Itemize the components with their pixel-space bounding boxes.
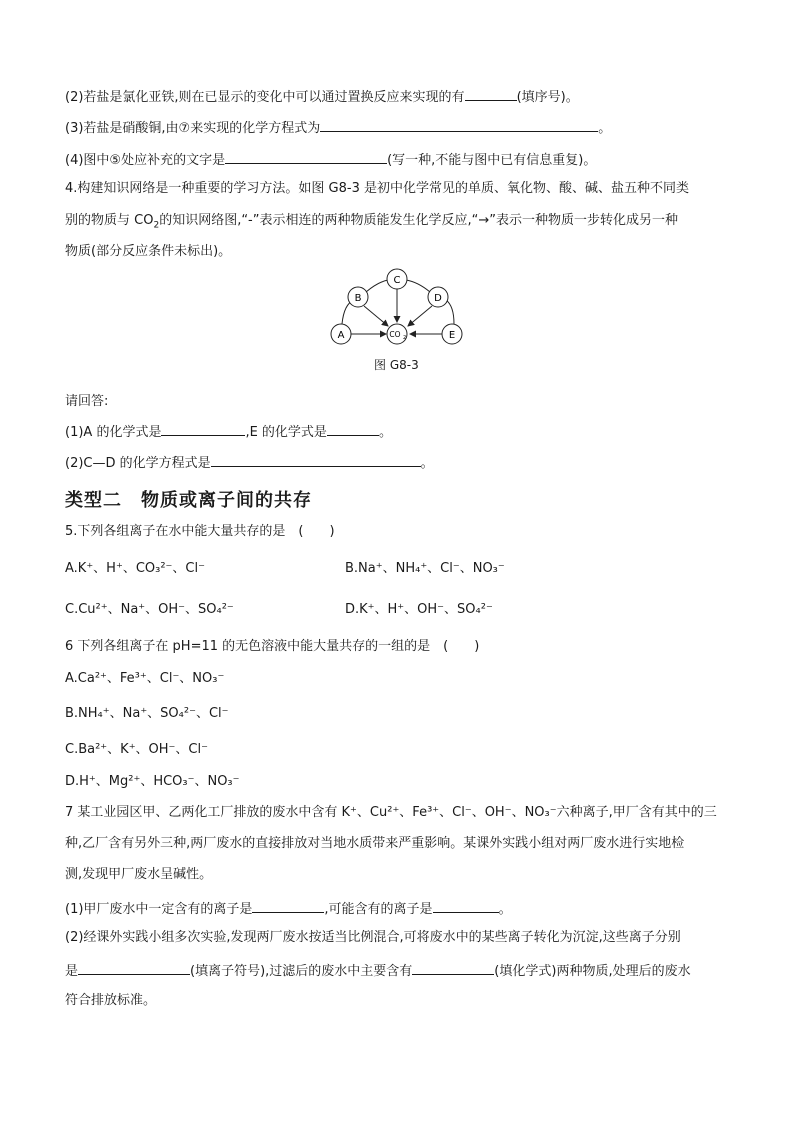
question-text: 。: [498, 902, 512, 917]
knowledge-network-diagram: [320, 268, 480, 352]
problem-4-line3: 物质(部分反应条件未标出)。: [65, 244, 232, 259]
problem-4-q1: [65, 421, 392, 442]
arrow-d-to-co2: [408, 306, 432, 326]
option-b[interactable]: B.Na⁺、NH₄⁺、Cl⁻、NO₃⁻: [345, 561, 505, 576]
question-text: (1)A 的化学式是: [65, 425, 162, 440]
option-d[interactable]: D.K⁺、H⁺、OH⁻、SO₄²⁻: [345, 602, 493, 617]
option-c[interactable]: C.Cu²⁺、Na⁺、OH⁻、SO₄²⁻: [65, 602, 234, 617]
question-7-sub1: [65, 898, 512, 919]
problem-4-text: 的知识网络图,“-”表示相连的两种物质能发生化学反应,“→”表示一种物质一步转化成另一种: [159, 213, 678, 228]
question-6-stem: 6 下列各组离子在 pH=11 的无色溶液中能大量共存的一组的是 ( ): [65, 639, 480, 654]
question-text: 。: [598, 121, 612, 136]
answer-blank[interactable]: [412, 960, 494, 975]
option-a[interactable]: A.K⁺、H⁺、CO₃²⁻、Cl⁻: [65, 561, 205, 576]
question-7-line2: 种,乙厂含有另外三种,两厂废水的直接排放对当地水质带来严重影响。某课外实践小组对两厂废水进行实地检: [65, 836, 685, 851]
node-b-label: B: [354, 293, 362, 304]
question-7-sub2-line2: [65, 960, 691, 981]
question-text: ,可能含有的离子是: [324, 902, 433, 917]
link-d-e: [446, 300, 454, 324]
ask-prompt: 请回答:: [65, 394, 109, 409]
question-text: 。: [378, 425, 392, 440]
problem-4-text: 别的物质与 CO: [65, 213, 154, 228]
option-b[interactable]: B.NH₄⁺、Na⁺、SO₄²⁻、Cl⁻: [65, 706, 229, 721]
question-2: [65, 86, 579, 107]
problem-4-q2: [65, 452, 434, 473]
figure-caption: 图 G8-3: [374, 358, 419, 372]
question-text: (4)图中⑤处应补充的文字是: [65, 153, 226, 168]
node-e-label: E: [448, 330, 456, 341]
answer-blank[interactable]: [211, 452, 421, 467]
option-c[interactable]: C.Ba²⁺、K⁺、OH⁻、Cl⁻: [65, 742, 208, 757]
answer-blank[interactable]: [433, 898, 499, 913]
question-text: 。: [420, 456, 434, 471]
answer-blank[interactable]: [252, 898, 324, 913]
option-d[interactable]: D.H⁺、Mg²⁺、HCO₃⁻、NO₃⁻: [65, 774, 240, 789]
question-4-fill: [65, 149, 596, 170]
question-7-sub2-line3: 符合排放标准。: [65, 993, 157, 1008]
answer-blank[interactable]: [465, 86, 517, 101]
question-text: (2)C—D 的化学方程式是: [65, 456, 211, 471]
node-a-label: A: [337, 330, 345, 341]
node-co2-subscript: 2: [403, 335, 407, 341]
node-co2-label: CO: [389, 330, 401, 339]
section-heading: 类型二 物质或离子间的共存: [65, 490, 312, 511]
question-text: (填化学式)两种物质,处理后的废水: [494, 964, 691, 979]
question-3: [65, 117, 611, 138]
link-b-c: [366, 280, 388, 292]
question-5-stem: 5.下列各组离子在水中能大量共存的是 ( ): [65, 524, 335, 539]
question-7-line1: 7 某工业园区甲、乙两化工厂排放的废水中含有 K⁺、Cu²⁺、Fe³⁺、Cl⁻、OH⁻、NO₃⁻六种离子,甲厂含有其中的三: [65, 805, 717, 820]
question-text: (3)若盐是硝酸铜,由⑦来实现的化学方程式为: [65, 121, 321, 136]
answer-blank[interactable]: [161, 421, 245, 436]
node-c-label: C: [393, 275, 401, 286]
question-text: (2)若盐是氯化亚铁,则在已显示的变化中可以通过置换反应来实现的有: [65, 90, 465, 105]
question-text: (填序号)。: [516, 90, 579, 105]
question-7-sub2-line1: (2)经课外实践小组多次实验,发现两厂废水按适当比例混合,可将废水中的某些离子转化为沉淀,这些离子分别: [65, 930, 681, 945]
answer-blank[interactable]: [78, 960, 190, 975]
answer-blank[interactable]: [225, 149, 387, 164]
question-text: (写一种,不能与图中已有信息重复)。: [387, 153, 597, 168]
subscript: 2: [153, 220, 160, 231]
question-text: ,E 的化学式是: [245, 425, 327, 440]
problem-4-line1: 4.构建知识网络是一种重要的学习方法。如图 G8-3 是初中化学常见的单质、氧化物、酸、碱、盐五种不同类: [65, 181, 689, 196]
problem-4-line2: [65, 212, 678, 235]
question-text: (1)甲厂废水中一定含有的离子是: [65, 902, 253, 917]
answer-blank[interactable]: [320, 117, 598, 132]
node-d-label: D: [434, 293, 442, 304]
answer-blank[interactable]: [327, 421, 379, 436]
question-text: (填离子符号),过滤后的废水中主要含有: [190, 964, 413, 979]
arrow-b-to-co2: [364, 306, 388, 326]
question-text: 是: [65, 964, 79, 979]
option-a[interactable]: A.Ca²⁺、Fe³⁺、Cl⁻、NO₃⁻: [65, 671, 225, 686]
question-7-line3: 测,发现甲厂废水呈碱性。: [65, 867, 213, 882]
link-c-d: [406, 280, 430, 292]
